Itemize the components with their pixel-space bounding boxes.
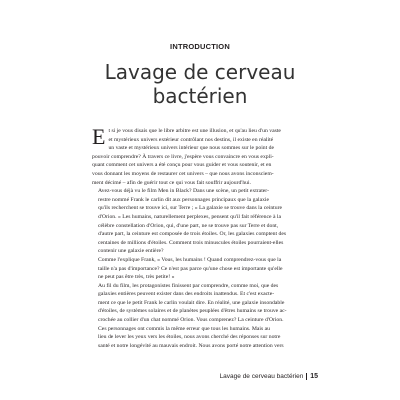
- text-line: lieu de lever les yeux vers les étoiles, nous avons cherché des réponses sur notre: [98, 334, 281, 341]
- text-line: qu'ils recherchent se trouve ici, sur Terre ; « La galaxie se trouve dans la ceinture: [98, 205, 283, 212]
- paragraph-1: [92, 124, 312, 187]
- text-line: ment ce que le petit Frank le carlin voulait dire. En réalité, une galaxie insondable: [98, 299, 285, 306]
- text-line: pouvoir comprendre? À travers ce livre, j'espère vous convaincre en vous expli-: [92, 153, 274, 160]
- page-footer: [220, 373, 318, 380]
- text-line: restre nommé Frank le carlin dit aux personnages principaux que la galaxie: [98, 196, 270, 203]
- chapter-title: [60, 60, 340, 108]
- text-line: célèbre constellation d'Orion, qui, d'une part, ne se trouve pas sur Terre et dont,: [98, 222, 279, 229]
- chapter-title-line-1: Lavage de cerveau: [104, 60, 296, 84]
- text-line: et mystérieux univers extérieur contrôlant nos destins, il existe en réalité: [108, 136, 274, 143]
- text-line: d'Orion. » Les humains, naturellement perplexes, pensent qu'il fait référence à la: [98, 213, 282, 220]
- text-line: Ces personnages ont commis la même erreur que tous les humains. Mais au: [98, 325, 271, 332]
- text-line: ne peut pas être très, très petite! »: [98, 274, 175, 281]
- drop-cap: E: [92, 124, 106, 149]
- page-number: 15: [310, 373, 318, 380]
- text-line: d'étoiles, de systèmes solaires et de planètes peuplées d'êtres humains se trouve ac-: [98, 308, 287, 315]
- paragraph-5: [92, 325, 312, 351]
- text-line: t si je vous disais que le libre arbitre est une illusion, et qu'au lieu d'un vaste: [108, 128, 281, 134]
- section-label: INTRODUCTION: [170, 42, 230, 51]
- text-line: Au fil du film, les protagonistes finissent par comprendre, comme moi, que des: [98, 282, 279, 289]
- text-line: crochée au collier d'un chat nommé Orion. Vous comprenez? La ceinture d'Orion.: [98, 317, 284, 324]
- running-title: Lavage de cerveau bactérien: [219, 373, 304, 380]
- chapter-title-line-2: bactérien: [152, 84, 248, 108]
- text-line: centaines de millions d'étoiles. Comment trois minuscules étoiles pourraient-elles: [98, 239, 284, 246]
- text-line: santé et notre longévité au mauvais endroit. Nous avons porté notre attention vers: [98, 342, 284, 349]
- footer-divider: [306, 373, 307, 380]
- text-line: quant comment cet univers a été conçu pour vous guider et vous soutenir, et en: [92, 162, 272, 169]
- text-line: ment décimé – afin de guérir tout ce qui vous fait souffrir aujourd'hui.: [92, 179, 252, 186]
- text-line: Avez-vous déjà vu le film Men in Black? Dans une scène, un petit extrater-: [98, 188, 269, 195]
- text-line: galaxies entières peuvent exister dans des endroits inattendus. Et c'est exacte-: [98, 291, 275, 298]
- paragraph-3: [92, 256, 312, 282]
- text-line: Comme l'explique Frank, « Vous, les humains ! Quand comprendrez-vous que la: [98, 256, 282, 263]
- text-line: d'autre part, la ceinture est composée de trois étoiles. Or, les galaxies comptent des: [98, 231, 287, 238]
- paragraph-2: [92, 187, 312, 256]
- text-line: taille n'a pas d'importance? Ce n'est pas parce qu'une chose est importante qu'elle: [98, 265, 283, 272]
- text-line: vous donnant les moyens de restaurer cet univers – que nous avons inconsciem-: [92, 170, 274, 177]
- text-line: un vaste et mystérieux univers intérieur que nous sommes sur le point de: [108, 145, 274, 152]
- body-text: [92, 124, 312, 350]
- text-line: contenir une galaxie entière?: [98, 248, 164, 255]
- paragraph-4: [92, 282, 312, 325]
